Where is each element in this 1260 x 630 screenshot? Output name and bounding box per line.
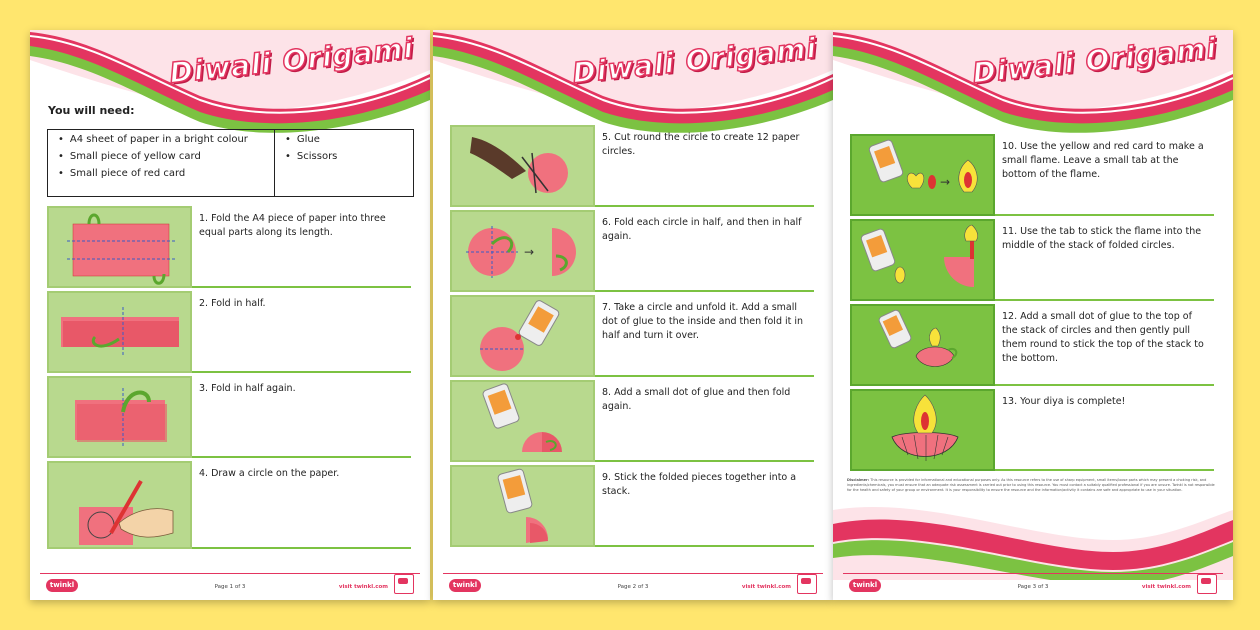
page-number: Page 3 of 3 [1017,584,1049,590]
step-4 [47,461,411,549]
page-2 [433,30,833,600]
quality-badge-icon [394,574,414,594]
step-illustration [47,376,192,458]
page-number: Page 1 of 3 [214,584,246,590]
step-illustration [450,380,595,462]
step-text: 3. Fold in half again. [199,383,296,394]
step-illustration [450,210,595,292]
step-illustration [850,219,995,301]
needs-item: • Glue [285,134,413,145]
needs-table [47,129,414,197]
step-illustration [47,461,192,549]
step-11 [850,219,1214,301]
visit-link[interactable]: visit twinkl.com [741,584,791,590]
step-illustration [850,304,995,386]
step-illustration [47,291,192,373]
step-12 [850,304,1214,386]
step-3 [47,376,411,458]
step-illustration [47,206,192,288]
twinkl-logo[interactable]: twinkl [849,579,881,592]
quality-badge-icon [797,574,817,594]
glue-fold-icon [452,382,593,460]
glue-stack-icon [852,306,993,384]
needs-item: • Small piece of yellow card [58,151,274,162]
step-illustration [450,125,595,207]
step-text: 2. Fold in half. [199,298,266,309]
step-text: 9. Stick the folded pieces together into a stack. [602,472,797,497]
step-illustration [450,465,595,547]
page-title: Diwali Origami [167,31,416,90]
step-illustration [450,295,595,377]
page-1 [30,30,430,600]
quality-badge-icon [1197,574,1217,594]
disclaimer [847,478,1219,493]
step-8 [450,380,814,462]
needs-item: • Small piece of red card [58,168,274,179]
visit-link[interactable]: visit twinkl.com [338,584,388,590]
bottom-wave [833,500,1233,580]
step-1 [47,206,411,288]
step-text: 5. Cut round the circle to create 12 paper circles. [602,132,800,157]
step-text: 8. Add a small dot of glue and then fold again. [602,387,791,412]
needs-item: • Scissors [285,151,413,162]
step-illustration [850,389,995,471]
step-6 [450,210,814,292]
twinkl-logo[interactable]: twinkl [46,579,78,592]
step-text: 6. Fold each circle in half, and then in half again. [602,217,802,242]
glue-circle-icon [452,297,593,375]
stack-pieces-icon [452,467,593,545]
disclaimer-text: This resource is provided for informational and educational purposes only. As this resource refers to the use of sharp equipment, small items/loose parts which may present a choking risk, and ingredients/chemicals, you must ensure that an adequate risk assessment is carried out prior to using this resource. You must contact a suitably qualified professional if you are unsure. Twinkl is not responsible for the health and safety of your group or environment. It is your responsibility to ensure the resource and the information/activity it contains are safe and appropriate to use in your situation. [847,478,1215,492]
fold-in-half-icon [49,293,190,371]
diya-complete-icon [852,391,993,469]
step-text: 11. Use the tab to stick the flame into the middle of the stack of folded circles. [1002,226,1202,251]
draw-circle-icon [49,463,190,547]
svg-text:→: → [940,175,951,189]
attach-flame-icon [852,221,993,299]
step-5 [450,125,814,207]
fold-circle-icon [452,212,593,290]
step-text: 1. Fold the A4 piece of paper into three equal parts along its length. [199,213,386,238]
page-3 [833,30,1233,600]
step-2 [47,291,411,373]
step-text: 13. Your diya is complete! [1002,396,1126,407]
scissors-cut-icon [452,127,593,205]
step-13 [850,389,1214,471]
step-text: 7. Take a circle and unfold it. Add a small dot of glue to the inside and then fold it in half and turn it over. [602,302,804,341]
needs-heading: You will need: [48,104,135,117]
step-text: 10. Use the yellow and red card to make a small flame. Leave a small tab at the bottom of the flame. [1002,141,1204,180]
step-illustration [850,134,995,216]
needs-item: • A4 sheet of paper in a bright colour [58,134,274,145]
step-10 [850,134,1214,216]
flame-card-icon [852,136,993,214]
folded-paper-icon [49,208,190,286]
page-number: Page 2 of 3 [617,584,649,590]
page-title: Diwali Origami [970,31,1219,90]
step-text: 12. Add a small dot of glue to the top of the stack of circles and then gently pull them round to stick the top of the stack to the bottom. [1002,311,1204,364]
svg-text:→: → [524,245,535,259]
step-text: 4. Draw a circle on the paper. [199,468,340,479]
page-title: Diwali Origami [570,31,819,90]
disclaimer-label: Disclaimer: [847,478,870,482]
visit-link[interactable]: visit twinkl.com [1141,584,1191,590]
twinkl-logo[interactable]: twinkl [449,579,481,592]
fold-again-icon [49,378,190,456]
step-9 [450,465,814,547]
step-7 [450,295,814,377]
